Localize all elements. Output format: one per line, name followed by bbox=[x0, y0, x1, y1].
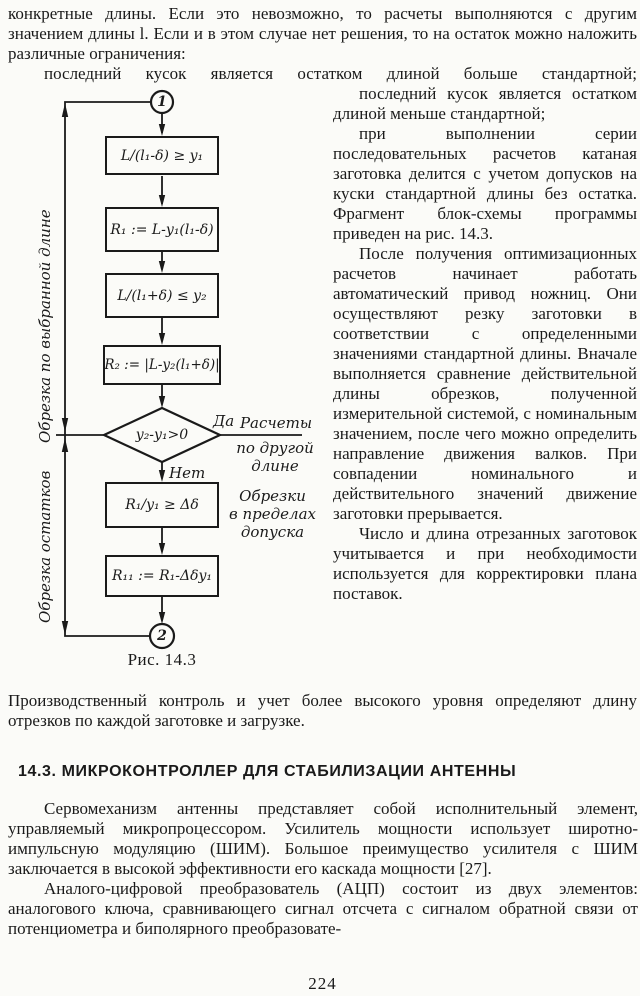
flowchart-connectors bbox=[30, 88, 340, 688]
decision-condition: y₂-y₁>0 bbox=[135, 427, 189, 443]
paragraph-production: Производственный контроль и учет более высокого уровня определяют длину отрезков по каждой заготовке и загрузке. bbox=[8, 691, 637, 730]
bottom-text-block bbox=[8, 799, 638, 939]
tolerance-note-line2: в пределах bbox=[229, 505, 316, 523]
flowchart-step-6: R₁₁ := R₁-Δδy₁ bbox=[105, 555, 219, 597]
list-item-over: последний кусок является остатком длиной больше стандартной; bbox=[44, 64, 637, 83]
flowchart-step-2: R₁ := L-y₁(l₁-δ) bbox=[105, 207, 219, 252]
list-item-series: при выполнении серии последовательных расчетов катаная заготовка делится с учетом допусков на куски стандартной длины без остатка. Фрагмент блок-схемы программы приведен на рис. 14.3. bbox=[333, 124, 637, 243]
paragraph-count: Число и длина отрезанных заготовок учитывается и при необходимости используется для корректировки плана поставок. bbox=[333, 524, 637, 603]
tolerance-note bbox=[225, 487, 320, 541]
tolerance-note-line3: допуска bbox=[240, 523, 305, 541]
paragraph-adc: Аналого-цифровой преобразователь (АЦП) состоит из двух элементов: аналогового ключа, сравнивающего сигнал отсчета с сигналом обратной связи от потенциометра и биполярного преобразовате- bbox=[8, 879, 638, 938]
yes-branch-label-line1: Расчеты bbox=[239, 414, 313, 432]
list-item-under: последний кусок является остатком длиной меньше стандартной; bbox=[333, 84, 637, 123]
figure-caption: Рис. 14.3 bbox=[127, 650, 197, 669]
decision-yes-label: Да bbox=[213, 412, 235, 430]
bracket-label-bottom: Обрезка остатков bbox=[36, 470, 54, 623]
right-column bbox=[333, 84, 637, 604]
paragraph-optimization: После получения оптимизационных расчетов начинает работать автоматический привод ножниц. Они осуществляют резку заготовки в соответствии с определенными значениями стандартной длины. Вначале выполняется сравнение действительной длины обрезков, полученной измерительной системой, с номинальным значением, после чего можно определить направление движения валков. При совпадении номинального и действительного значений движение заготовки прерывается. bbox=[333, 244, 637, 523]
bracket-label-top: Обрезка по выбранной длине bbox=[36, 209, 54, 443]
section-heading: 14.3. МИКРОКОНТРОЛЛЕР ДЛЯ СТАБИЛИЗАЦИИ АНТЕННЫ bbox=[18, 763, 517, 780]
page-number: 224 bbox=[308, 974, 337, 993]
tolerance-note-line1: Обрезки bbox=[239, 487, 306, 505]
paragraph-servo: Сервомеханизм антенны представляет собой исполнительный элемент, управляемый микропроцессором. Усилитель мощности использует широтно-импульсную модуляцию (ШИМ). Большое преимущество усилителя с ШИМ заключается в высокой эффективности его каскада мощности [27]. bbox=[8, 799, 638, 878]
top-text-block bbox=[8, 4, 637, 84]
flowchart-step-5: R₁/y₁ ≥ Δδ bbox=[105, 482, 219, 528]
paragraph-continued: конкретные длины. Если это невозможно, то расчеты выполняются с другим значением длины l. Если и в этом случае нет решения, то на остаток можно наложить различные ограничения: bbox=[8, 4, 637, 63]
decision-no-label: Нет bbox=[169, 464, 206, 482]
flowchart-step-1: L/(l₁-δ) ≥ y₁ bbox=[105, 136, 219, 175]
flowchart-step-4: R₂ := |L-y₂(l₁+δ)| bbox=[103, 345, 221, 385]
production-paragraph-block bbox=[8, 691, 637, 731]
flowchart-figure bbox=[30, 88, 340, 688]
flowchart-step-3: L/(l₁+δ) ≤ y₂ bbox=[105, 273, 219, 318]
connector-circle-1-label: 1 bbox=[157, 94, 167, 110]
yes-branch-label-line2: по другой длине bbox=[236, 439, 314, 475]
connector-circle-2-label: 2 bbox=[157, 628, 167, 644]
